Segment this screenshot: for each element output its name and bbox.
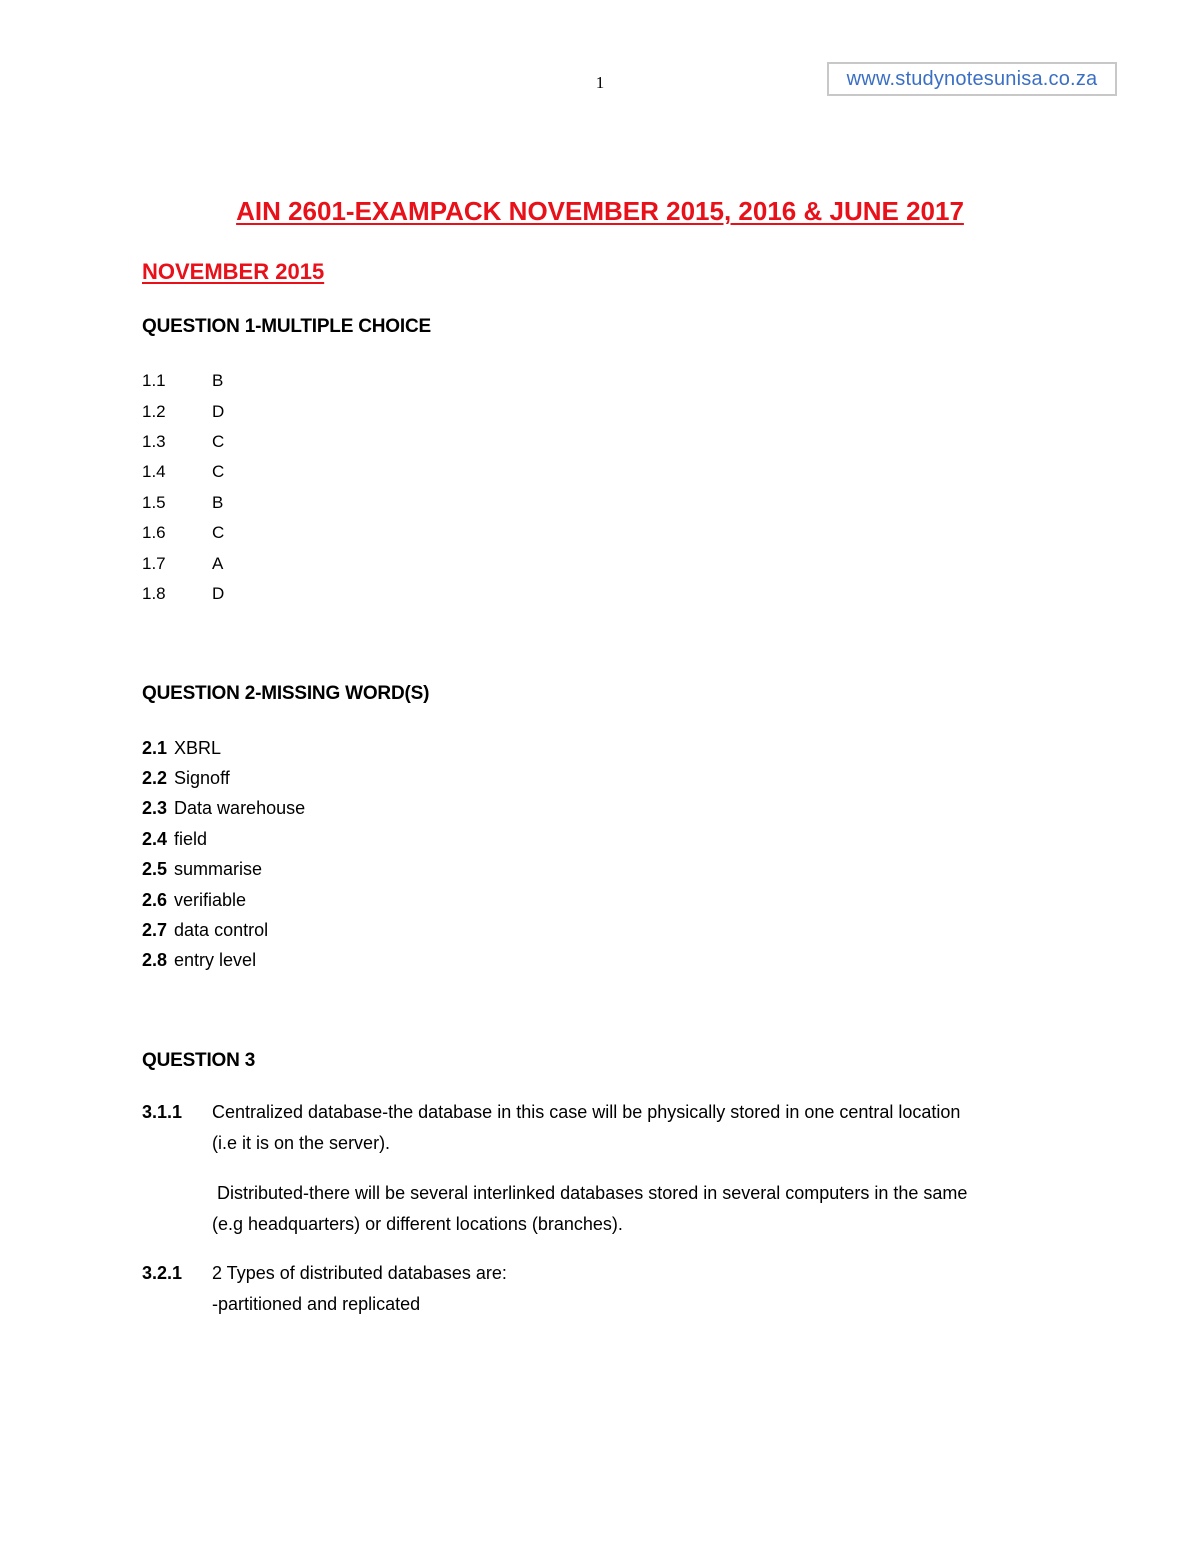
document-title: AIN 2601-EXAMPACK NOVEMBER 2015, 2016 & JUNE 2017: [236, 196, 964, 226]
answer-number: 1.6: [142, 523, 166, 543]
answer-number: 2.4: [142, 828, 168, 849]
answer-value: data control: [174, 920, 269, 941]
answer-text-line: -partitioned and replicated: [212, 1294, 421, 1314]
section-title: NOVEMBER 2015: [142, 259, 325, 284]
answer-value: D: [212, 583, 225, 603]
answer-number: 2.6: [142, 889, 168, 910]
answer-value: C: [212, 431, 225, 451]
answer-value: D: [212, 401, 225, 421]
answer-3-2-1: [142, 1258, 1102, 1320]
list-item: [142, 946, 305, 976]
answer-number: 1.8: [142, 583, 166, 603]
watermark-link[interactable]: www.studynotesunisa.co.za: [827, 62, 1117, 96]
answer-value: C: [212, 523, 225, 543]
answer-text-line: (i.e it is on the server).: [212, 1133, 391, 1153]
answer-value: verifiable: [174, 889, 247, 910]
answer-value: B: [212, 371, 224, 391]
answer-number: 1.4: [142, 462, 166, 482]
answer-text-line: Centralized database-the database in this case will be physically stored in one central location: [212, 1102, 961, 1122]
answer-value: C: [212, 462, 225, 482]
answer-number: 2.5: [142, 859, 168, 880]
missing-word-answers: [142, 733, 305, 976]
question-3-heading: QUESTION 3: [142, 1050, 256, 1071]
answer-value: B: [212, 492, 224, 512]
list-item: [142, 763, 305, 793]
list-item: [142, 548, 224, 578]
list-item: [142, 855, 305, 885]
answer-3-1-1: [142, 1097, 1102, 1240]
list-item: [142, 366, 224, 396]
question-2-heading: QUESTION 2-MISSING WORD(S): [142, 683, 430, 704]
answer-value: entry level: [174, 950, 257, 971]
answer-number: 1.5: [142, 492, 166, 512]
list-item: [142, 457, 224, 487]
list-item: [142, 396, 224, 426]
list-item: [142, 794, 305, 824]
answer-number: 1.2: [142, 401, 166, 421]
answer-number: 2.2: [142, 768, 168, 789]
answer-text-line: Distributed-there will be several interlinked databases stored in several computers in the same: [212, 1183, 968, 1203]
answer-number: 1.3: [142, 431, 166, 451]
answer-text-line: (e.g headquarters) or different locations (branches).: [212, 1214, 623, 1234]
list-item: [142, 915, 305, 945]
answer-number: 2.8: [142, 950, 168, 971]
answer-number: 2.3: [142, 798, 168, 819]
answer-number: 3.2.1: [142, 1263, 183, 1283]
list-item: [142, 885, 305, 915]
answer-number: 1.1: [142, 371, 166, 391]
answer-value: XBRL: [174, 737, 222, 758]
page-number: 1: [595, 73, 605, 92]
list-item: [142, 427, 224, 457]
answer-number: 2.1: [142, 737, 168, 758]
answer-value: Data warehouse: [174, 798, 306, 819]
multiple-choice-answers: [142, 366, 224, 609]
answer-value: A: [212, 553, 224, 573]
list-item: [142, 518, 224, 548]
answer-number: 3.1.1: [142, 1102, 183, 1122]
question-1-heading: QUESTION 1-MULTIPLE CHOICE: [142, 316, 431, 337]
answer-number: 2.7: [142, 920, 168, 941]
list-item: [142, 733, 305, 763]
list-item: [142, 488, 224, 518]
answer-number: 1.7: [142, 553, 166, 573]
answer-value: Signoff: [174, 768, 230, 789]
answer-text-line: 2 Types of distributed databases are:: [212, 1263, 507, 1283]
list-item: [142, 579, 224, 609]
answer-value: field: [174, 828, 208, 849]
list-item: [142, 824, 305, 854]
answer-value: summarise: [174, 859, 263, 880]
